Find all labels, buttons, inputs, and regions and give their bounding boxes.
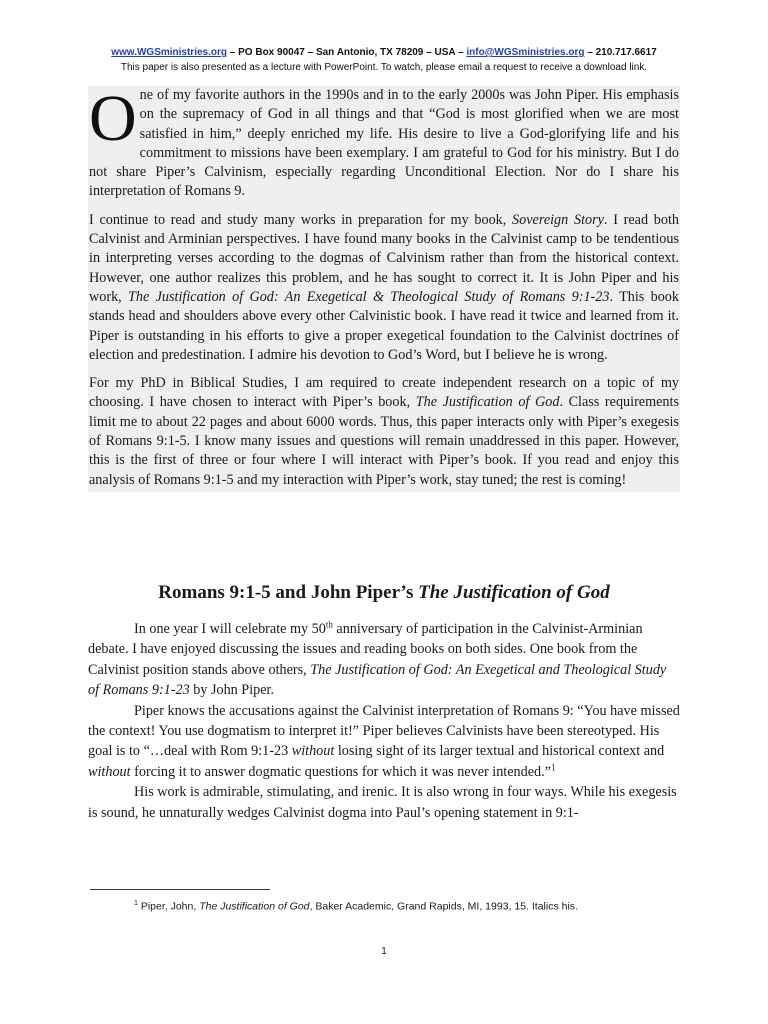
- intro-p2-b: . I read both Calvinist and Arminian perspectives. I have found many books in the Calvinist camp to be tendentious in interpreting verses according to the dogmas of Calvinism rather than from the historical context. However, one author realizes this problem, and he has sought to correct it. It is John Piper and his work,: [89, 211, 679, 305]
- section-title-a: Romans 9:1-5 and John Piper’s: [158, 582, 419, 603]
- footnote-a: Piper, John,: [137, 900, 200, 913]
- intro-p3-b: . Class requirements limit me to about 22 pages and about 6000 words. Thus, this paper interacts only with Piper’s exegesis of Romans 9:1-5. I know many issues and questions will remain unaddressed in this paper. However, this is the first of three or four where I will interact with Piper’s book. If you read and enjoy this analysis of Romans 9:1-5 and my interaction with Piper’s work, stay tuned; the rest is coming!: [89, 394, 679, 488]
- section-title: [88, 582, 680, 604]
- book-title-sovereign-story: Sovereign Story: [512, 211, 604, 228]
- footnote-reference[interactable]: 1: [550, 762, 556, 773]
- body-p1-a: In one year I will celebrate my 50: [134, 621, 326, 637]
- body-paragraph-2: [88, 701, 680, 783]
- body-p1-b: anniversary of participation in the Calvinist-Arminian debate. I have enjoyed discussing the issues and reading books on both sides. One book from the Calvinist position stands above others,: [88, 621, 643, 678]
- drop-cap: O: [89, 82, 137, 155]
- section-title-book: The Justification of God: [418, 582, 610, 603]
- intro-paragraph-2: [88, 211, 680, 365]
- address-text: – PO Box 90047 – San Antonio, TX 78209 – USA –: [227, 47, 467, 58]
- body-p1-c: by John Piper.: [189, 682, 275, 699]
- intro-p2-c: . This book stands head and shoulders above every other Calvinistic book. I have read it twice and learned from it. Piper is outstanding in his efforts to give a proper exegetical foundation to the Calvinist doctrines of election and predestination. I admire his devotion to God’s Word, but I believe he is wrong.: [89, 288, 679, 363]
- emphasis-without-2: without: [88, 763, 131, 780]
- intro-p3-a: For my PhD in Biblical Studies, I am required to create independent research on a topic of my choosing. I have chosen to interact with Piper’s book,: [89, 375, 679, 411]
- emphasis-without-1: without: [291, 743, 335, 760]
- footnote-book-title: The Justification of God: [199, 900, 310, 913]
- body-p2-b: losing sight of its larger textual and historical context and: [334, 743, 665, 760]
- footnote-b: , Baker Academic, Grand Rapids, MI, 1993, 15. Italics his.: [309, 900, 578, 913]
- body-text: [88, 619, 680, 823]
- book-title-justification: The Justification of God: An Exegetical & Theological Study of Romans 9:1-23: [128, 288, 610, 305]
- body-paragraph-3: His work is admirable, stimulating, and irenic. It is also wrong in four ways. While his exegesis is sound, he unnaturally wedges Calvinist dogma into Paul’s opening statement in 9:1-: [88, 784, 677, 821]
- page-number: 1: [381, 946, 387, 957]
- body-paragraph-1: [88, 619, 680, 701]
- ordinal-sup: th: [325, 619, 333, 630]
- body-p2-c: forcing it to answer dogmatic questions for which it was never intended.”: [130, 763, 551, 780]
- contact-line: [0, 45, 768, 60]
- intro-paragraph-3: [88, 374, 680, 492]
- intro-paragraph-1: [88, 82, 680, 202]
- intro-p1-text: ne of my favorite authors in the 1990s and in to the early 2000s was John Piper. His emphasis on the supremacy of God in all things and that “God is most glorified when we are most satisfied in him,” deeply enriched my life. His desire to live a God-glorifying life and his commitment to missions have been exemplary. I am grateful to God for his ministry. But I do not share Piper’s Calvinism, especially regarding Unconditional Election. Nor do I share his interpretation of Romans 9.: [89, 87, 679, 200]
- lecture-note: This paper is also presented as a lecture with PowerPoint. To watch, please email a request to receive a download link.: [120, 62, 648, 73]
- phone-text: – 210.717.6617: [584, 47, 657, 58]
- footnote-number: 1: [134, 900, 138, 907]
- footnote: [90, 900, 734, 913]
- intro-p2-a: I continue to read and study many works in preparation for my book,: [89, 211, 513, 228]
- website-link[interactable]: www.WGSministries.org: [111, 47, 227, 58]
- book-title-short: The Justification of God: [415, 394, 560, 411]
- intro-box: [88, 82, 680, 492]
- page-header: [0, 45, 768, 75]
- email-link[interactable]: info@WGSministries.org: [466, 47, 585, 58]
- body-book-title: The Justification of God: An Exegetical and Theological Study of Romans 9:1-23: [88, 661, 667, 699]
- body-p2-a: Piper knows the accusations against the Calvinist interpretation of Romans 9: “You have missed the context! You use dogmatism to interpret it!” Piper believes Calvinists have been stereotyped. His goal is to “…deal with Rom 9:1-23: [88, 702, 680, 760]
- footnote-divider: [90, 889, 270, 890]
